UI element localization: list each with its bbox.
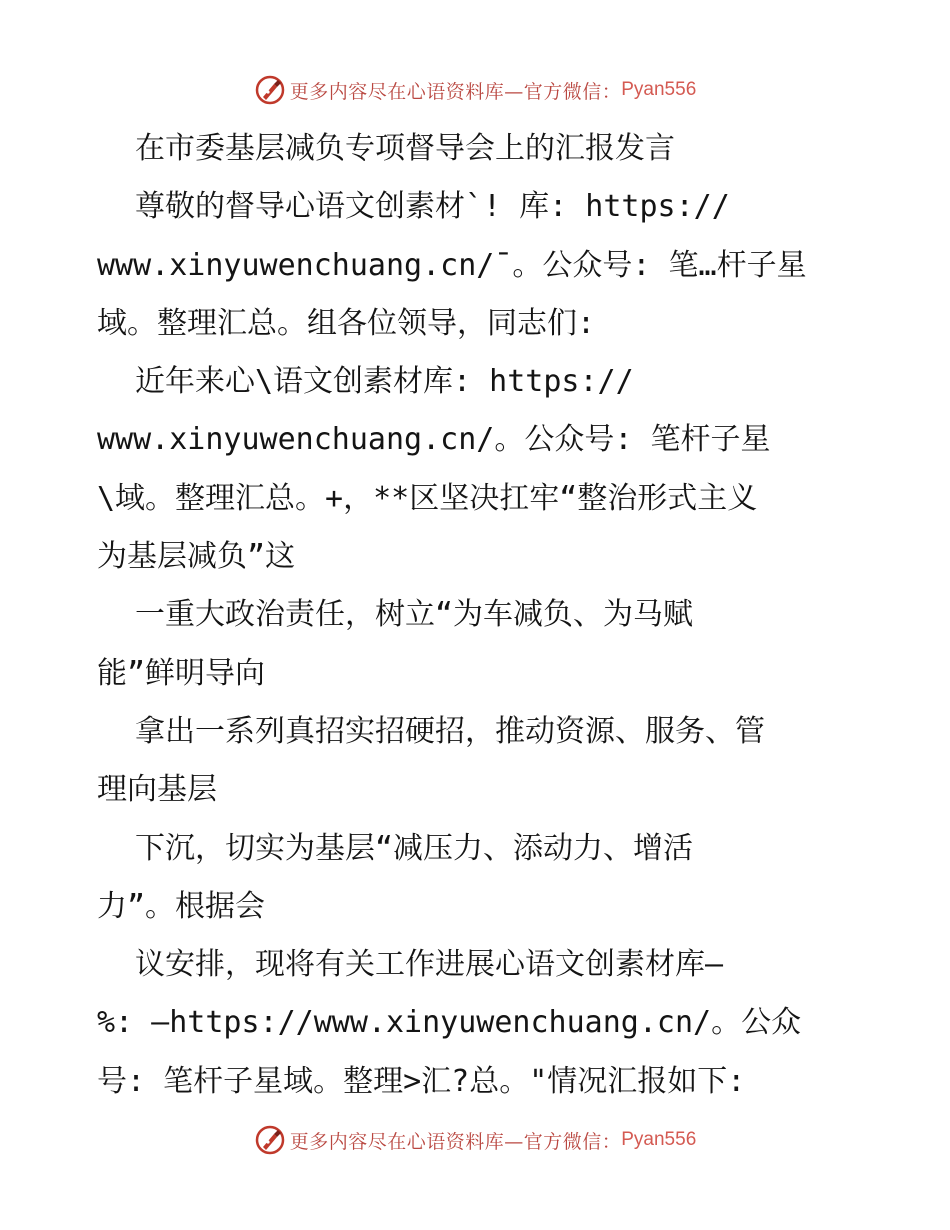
doc-line: 下沉，切实为基层“减压力、添动力、增活 <box>135 830 694 866</box>
document-body <box>97 120 857 1111</box>
watermark-footer <box>0 1122 950 1158</box>
doc-line: 一重大政治责任，树立“为车减负、为马赋 <box>135 597 694 633</box>
doc-line: 尊敬的督导心语文创素材`! 库: https:// <box>135 189 730 225</box>
doc-line: 理向基层 <box>97 772 217 808</box>
doc-line: \域。整理汇总。+，**区坚决扛牢“整治形式主义 <box>97 480 758 516</box>
pen-logo-icon <box>254 1124 286 1156</box>
doc-line: www.xinyuwenchuang.cn/¯。公众号: 笔…杆子星 <box>97 247 807 283</box>
doc-line: 议安排，现将有关工作进展心语文创素材库— <box>135 947 724 983</box>
doc-line: 力”。根据会 <box>97 888 266 924</box>
watermark-wechat-id: Pyan556 <box>621 79 697 100</box>
doc-line: 近年来心\语文创素材库: https:// <box>135 364 634 400</box>
watermark-text: 更多内容尽在心语资料库—官方微信： <box>289 1130 622 1153</box>
doc-line: 域。整理汇总。组各位领导，同志们: <box>97 305 596 341</box>
pen-logo-icon <box>254 74 286 106</box>
watermark-header <box>0 72 950 108</box>
doc-line: 号: 笔杆子星域。整理>汇?总。"情况汇报如下: <box>97 1063 746 1099</box>
doc-line: 为基层减负”这 <box>97 539 296 575</box>
doc-line: %: —https://www.xinyuwenchuang.cn/。公众 <box>97 1005 802 1041</box>
doc-title-line: 在市委基层减负专项督导会上的汇报发言 <box>135 131 675 166</box>
watermark-text: 更多内容尽在心语资料库—官方微信： <box>289 80 622 103</box>
doc-line: www.xinyuwenchuang.cn/。公众号: 笔杆子星 <box>97 422 771 458</box>
watermark-wechat-id: Pyan556 <box>621 1129 697 1150</box>
doc-line: 拿出一系列真招实招硬招，推动资源、服务、管 <box>135 713 765 749</box>
doc-line: 能”鲜明导向 <box>97 655 266 691</box>
